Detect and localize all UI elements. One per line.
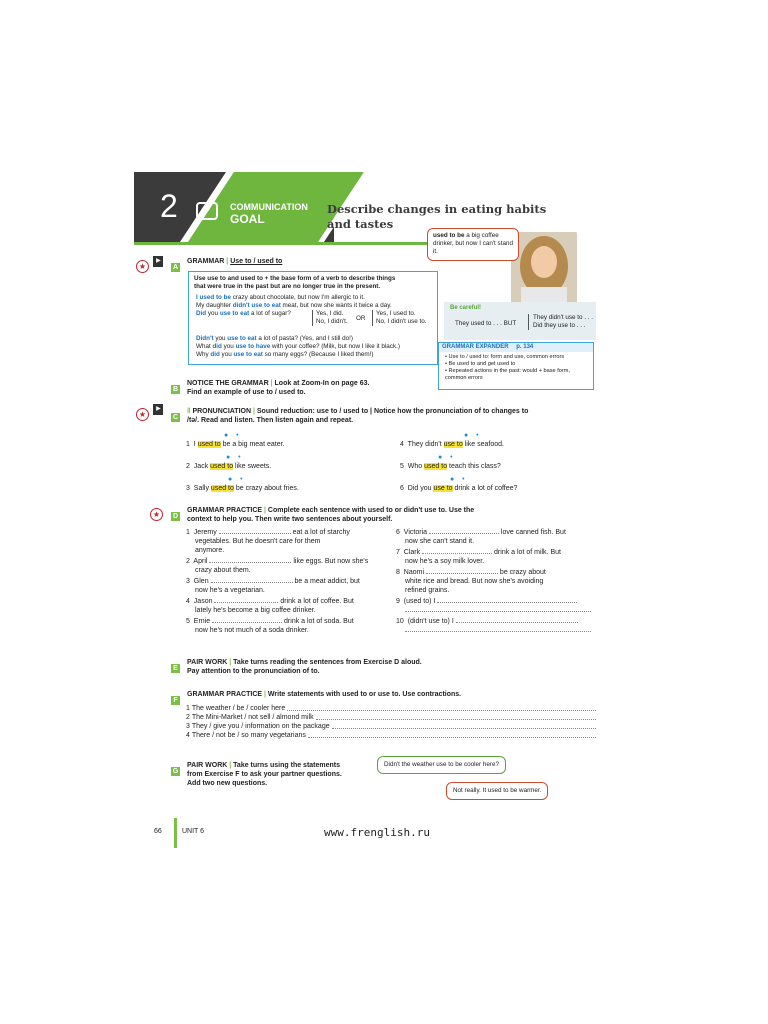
expander-list: [445, 354, 590, 382]
be-careful-title: Be careful!: [450, 305, 482, 311]
section-c-text: ‖ PRONUNCIATION | Sound reduction: use to / used to | Notice how the pronunciation of to changes to /tə/. Read and listen. Then listen again and repeat.: [187, 408, 529, 424]
section-b-letter: B: [172, 386, 179, 393]
pron-item-3: 3 Sally used to be crazy about fries.: [186, 485, 299, 492]
short-answers-2: Yes, I used to. No, I didn't use to.: [372, 310, 427, 326]
exercise-item[interactable]: 2 April like eggs. But now she's crazy about them.: [186, 558, 369, 574]
pron-item-5: 5 Who used to teach this class?: [400, 463, 501, 470]
exercise-item[interactable]: 9 (used to) I: [396, 597, 596, 615]
speech-bold: used to be: [433, 232, 465, 239]
grammar-rule: Use use to and used to + the base form of a verb to describe things that were true in the past but are no longer true in the present.: [194, 275, 396, 291]
stress-dots: ● •: [226, 454, 244, 461]
exercise-item[interactable]: 7 Clark drink a lot of milk. But now he's a soy milk lover.: [396, 549, 561, 565]
exercise-f-item[interactable]: 4 There / not be / so many vegetarians: [186, 731, 596, 740]
stress-dots: ● •: [450, 476, 468, 483]
speech-bubble-green: Didn't the weather use to be cooler here?: [377, 756, 506, 774]
be-careful-right: They didn't use to . . . Did they use to . . .: [528, 314, 593, 330]
photo-woman: [511, 232, 577, 304]
star-icon: ★: [136, 408, 149, 421]
section-b-text: NOTICE THE GRAMMAR | Look at Zoom-In on page 63. Find an example of use to / used to.: [187, 380, 370, 396]
short-answers: Yes, I did. No, I didn't.: [312, 310, 348, 326]
be-careful-left: They used to . . . BUT: [455, 320, 517, 327]
section-d-letter: D: [172, 513, 179, 520]
exercise-f-item[interactable]: 3 They / give you / information on the package: [186, 722, 596, 731]
expander-header: GRAMMAR EXPANDER p. 134: [439, 343, 593, 352]
star-icon: ★: [136, 260, 149, 273]
section-d-text: GRAMMAR PRACTICE | Complete each sentence with used to or didn't use to. Use the context to help you. Then write two sentences about yourself.: [187, 507, 475, 523]
grammar-examples-2: Didn't you use to eat a lot of pasta? (Yes, and I still do!) What did you use to have with your coffee? (Milk, but now I like it black.) Why did you use to eat so many eggs? (Because I liked them!): [196, 335, 400, 359]
expander-item[interactable]: • Be used to and get used to: [445, 361, 516, 367]
exercise-d-left: [186, 528, 392, 635]
unit-label: UNIT 6: [182, 828, 205, 835]
section-g-text: PAIR WORK | Take turns using the statements from Exercise F to ask your partner questions. Add two new questions.: [187, 762, 342, 787]
section-g-letter: G: [172, 768, 179, 775]
audio-icons-c[interactable]: [136, 404, 163, 422]
stress-dots: ● •: [438, 454, 456, 461]
section-f-letter: F: [171, 689, 180, 707]
exercise-item[interactable]: 3 Glen be a meat addict, but now he's a vegetarian.: [186, 578, 360, 594]
exercise-f-item[interactable]: 1 The weather / be / cooler here: [186, 704, 596, 713]
badge-line1: COMMUNICATION: [230, 202, 308, 212]
speech-rest: a big coffee drinker, but now I can't stand it.: [433, 232, 513, 256]
badge-line2: GOAL: [230, 212, 265, 226]
exercise-item[interactable]: 6 Victoria love canned fish. But now she can't stand it.: [396, 529, 566, 545]
textbook-page: [134, 172, 630, 852]
audio-icon[interactable]: ‖: [187, 408, 191, 415]
woman-photo-graphic: [511, 232, 577, 304]
section-f-text: GRAMMAR PRACTICE | Write statements with used to or use to. Use contractions.: [187, 691, 462, 698]
audio-icons-a[interactable]: [136, 256, 163, 274]
exercise-item[interactable]: 8 Naomi be crazy about white rice and bread. But now she's avoiding refined grains.: [396, 569, 546, 594]
page-title: Describe changes in eating habits and tastes: [327, 202, 547, 231]
exercise-item[interactable]: 5 Ernie drink a lot of soda. But now he's not much of a soda drinker.: [186, 618, 354, 634]
section-e-letter: E: [171, 657, 180, 675]
exercise-item[interactable]: 10 (didn't use to) I: [396, 617, 596, 635]
speech-bubble: [427, 228, 519, 261]
expander-item[interactable]: • Use to / used to: form and use, common errors: [445, 354, 565, 360]
speech-bubble-red: Not really. It used to be warmer.: [446, 782, 548, 800]
or-label: OR: [356, 315, 366, 322]
exercise-f-item[interactable]: 2 The Mini-Market / not sell / almond milk: [186, 713, 596, 722]
exercise-d-right: [396, 528, 596, 635]
exercise-item[interactable]: 4 Jason drink a lot of coffee. But lately he's become a big coffee drinker.: [186, 598, 354, 614]
grammar-examples: I used to be crazy about chocolate, but now I'm allergic to it. My daughter didn't use to eat meat, but now she wants it twice a day. Did you use to eat a lot of sugar?: [196, 294, 392, 318]
stress-dots: ● •: [224, 432, 242, 439]
stress-dots: ● •: [464, 432, 482, 439]
pron-item-1: 1 I used to be a big meat eater.: [186, 441, 285, 448]
stress-dots: ● •: [228, 476, 246, 483]
star-icon-d: ★: [150, 504, 163, 522]
exercise-f-list: [186, 704, 596, 740]
section-e-text: PAIR WORK | Take turns reading the sentences from Exercise D aloud. Pay attention to the pronunciation of to.: [187, 659, 422, 675]
section-a-heading: GRAMMAR | Use to / used to: [187, 258, 283, 265]
pron-item-6: 6 Did you use to drink a lot of coffee?: [400, 485, 518, 492]
unit-number: 2: [160, 188, 178, 224]
pron-item-4: 4 They didn't use to like seafood.: [400, 441, 504, 448]
chat-icon: ••: [196, 202, 218, 220]
pron-item-2: 2 Jack used to like sweets.: [186, 463, 272, 470]
video-icon: ▶: [153, 404, 163, 415]
be-careful-box: [444, 302, 596, 340]
section-a-letter: A: [172, 264, 179, 271]
watermark: www.frenglish.ru: [324, 826, 430, 839]
page-number: 66: [154, 828, 162, 835]
expander-item[interactable]: • Repeated actions in the past: would + base form, common errors: [445, 368, 570, 381]
exercise-item[interactable]: 1 Jeremy eat a lot of starchy vegetables. But he doesn't care for them anymore.: [186, 529, 350, 554]
grammar-expander[interactable]: [438, 342, 594, 390]
footer-bar: [174, 818, 177, 848]
section-c-letter: C: [172, 414, 179, 421]
video-icon: ▶: [153, 256, 163, 267]
